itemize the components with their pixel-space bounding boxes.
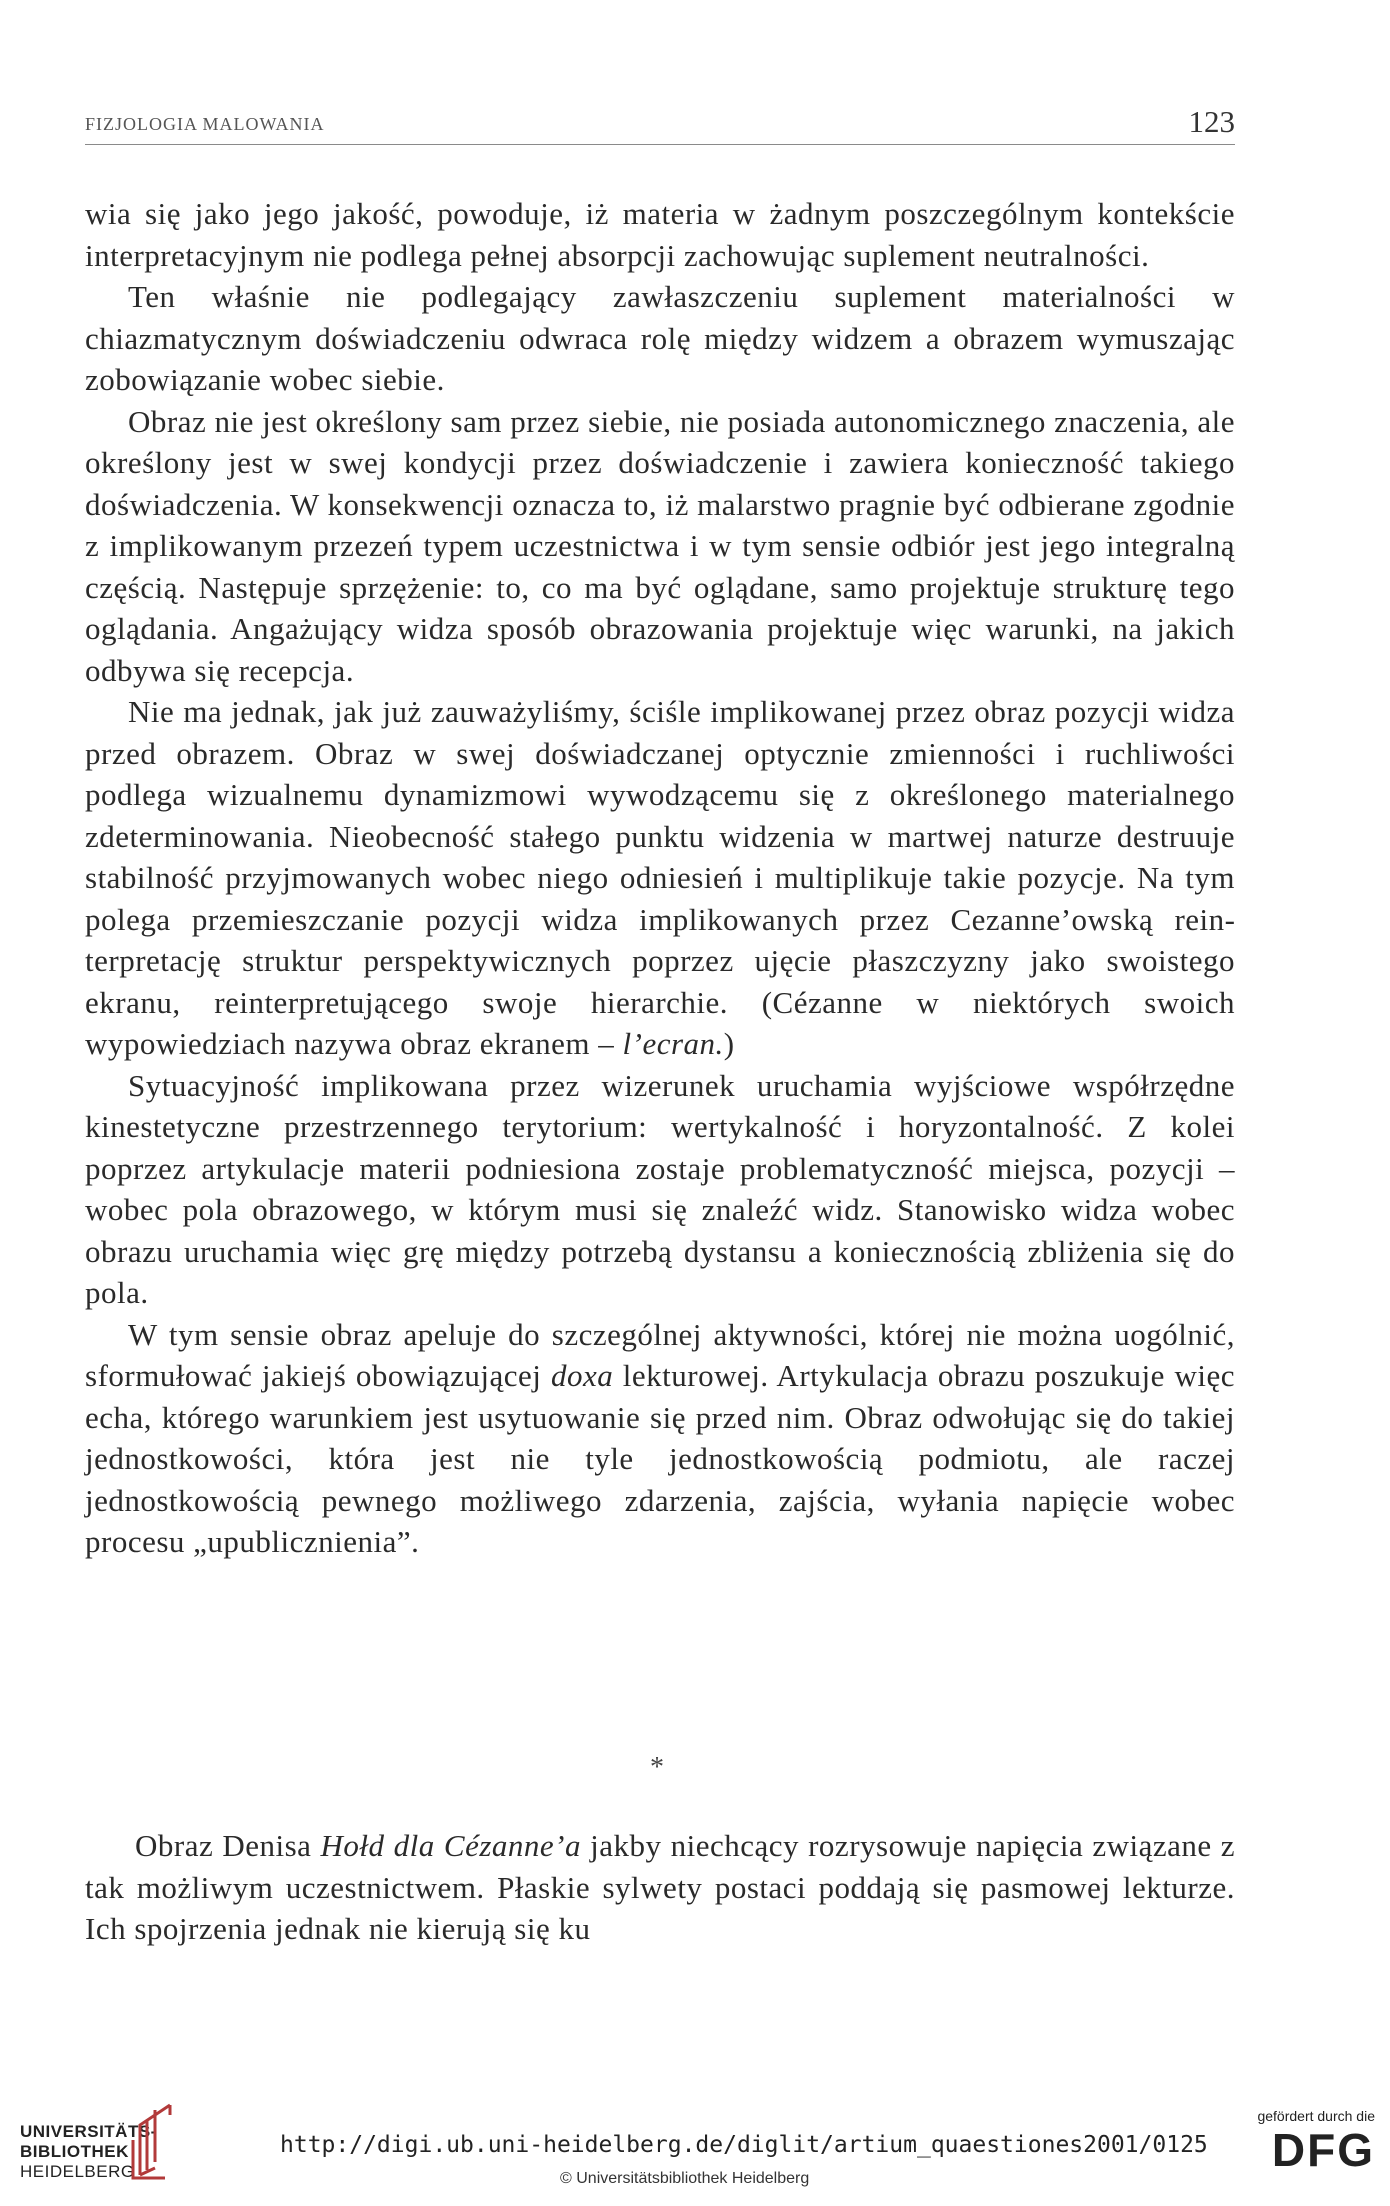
paragraph-6-part1: W tym sensie obraz apeluje do szczególnej aktywności, której nie można uogólnić, sformułować jakiejś obowiązującej (85, 1316, 1235, 1393)
uni-line-1: UNIVERSITÄTS- (20, 2122, 157, 2141)
paragraph-4-close: ) (723, 1026, 735, 1061)
italic-doxa: doxa (550, 1358, 614, 1393)
paragraph-7-before: Obraz Denisa (135, 1828, 321, 1863)
dfg-caption: gefördert durch die (1257, 2108, 1375, 2124)
paragraph-4-text: Nie ma jednak, jak już zauważyliśmy, ściśle implikowanej przez obraz pozycji widza przed obrazem. Obraz w swej doświadczanej optycznie zmienności i ruchliwości podlega wizualnemu dynamizmowi wywodzącemu się z określonego materialnego zdeterminowania. Nieobecność stałego punktu widzenia w martwej naturze destruuje stabilność przyjmowanych wobec niego odniesień i multiplikuje takie pozycje. Na tym polega przemieszczanie pozycji widza implikowanych przez Cezanne’owską reinterpretację struktur perspektywicznych poprzez ujęcie płaszczyzny jako swoistego ekranu, reinterpretującego swoje hierarchie. (Cézanne w niektórych swoich wypowiedziach nazywa obraz ekranem – (85, 694, 1235, 1061)
uni-line-2: BIBLIOTHEK (20, 2142, 129, 2161)
paragraph-6 (85, 1314, 1235, 1563)
dfg-logo-box (1225, 2108, 1375, 2176)
paragraph-7 (85, 1825, 1235, 1950)
italic-lecran: l’ecran. (622, 1026, 724, 1061)
section-separator: * (650, 1752, 664, 1783)
copyright-notice: © Universitätsbibliothek Heidelberg (560, 2170, 810, 2187)
running-title: FIZJOLOGIA MALOWANIA (85, 114, 325, 134)
page-number: 123 (1188, 104, 1235, 139)
footer-bar (0, 2090, 1390, 2206)
paragraph-3: Obraz nie jest określony sam przez siebie, nie posiada autonomicznego znaczenia, ale określony jest w swej kondycji przez doświadczenie i zawiera konieczność takiego doświadczenia. W konsekwencji oznacza to, iż malarstwo pragnie być odbierane zgodnie z implikowanym przezeń typem uczestnictwa i w tym sensie odbiór jest jego integralną częścią. Następuje sprzężenie: to, co ma być oglądane, samo projektuje strukturę tego oglądania. Angażujący widza sposób obrazowania projektuje więc warunki, na jakich odbywa się recepcja. (85, 403, 1235, 688)
uni-line-3: HEIDELBERG (20, 2162, 135, 2181)
dfg-logo: DFG (1271, 2124, 1375, 2176)
paragraph-1: wia się jako jego jakość, powoduje, iż materia w żadnym poszczególnym kontekście interpretacyjnym nie podlega pełnej absorpcji zachowując suplement neutralności. (85, 196, 1235, 273)
paragraph-7-after: jakby niechcący rozrysowuje napięcia związane z tak możliwym uczestnictwem. Płaskie sylwety postaci poddają się pasmowej lekturze. Ich spojrzenia jednak nie kierują się ku (85, 1828, 1235, 1946)
running-head (85, 104, 1235, 145)
paragraph-6-part2: lekturowej. Artykulacja obrazu poszukuje więc echa, którego warunkiem jest usytuowanie się przed nim. Obraz odwołując się do takiej jednostkowości, która jest nie tyle jednostkowością podmiotu, ale raczej jednostkowością pewnego możliwego zdarzenia, zajścia, wyłania napięcie wobec procesu „upublicznienia”. (85, 1358, 1235, 1559)
body-text (85, 193, 1235, 1563)
paragraph-5: Sytuacyjność implikowana przez wizerunek uruchamia wyjściowe współrzędne kinestetyczne przestrzennego terytorium: wertykalność i horyzontalność. Z kolei poprzez artykulacje materii podniesiona zostaje problematyczność miejsca, pozycji – wobec pola obrazowego, w którym musi się znaleźć widz. Stanowisko widza wobec obrazu uruchamia więc grę między potrzebą dystansu a koniecznością zbliżenia się do pola. (85, 1067, 1235, 1310)
body-text-continued (85, 1825, 1235, 1950)
italic-title: Hołd dla Cézanne’a (320, 1828, 581, 1863)
paragraph-2: Ten właśnie nie podlegający zawłaszczeniu suplement materialności w chiazmatycznym doświadczeniu odwraca rolę między widzem a obrazem wymuszając zobowiązanie wobec siebie. (85, 279, 1235, 397)
source-url-link[interactable]: http://digi.ub.uni-heidelberg.de/diglit/artium_quaestiones2001/0125 (280, 2132, 1208, 2158)
paragraph-4 (85, 691, 1235, 1065)
library-emblem-icon (125, 2100, 185, 2180)
